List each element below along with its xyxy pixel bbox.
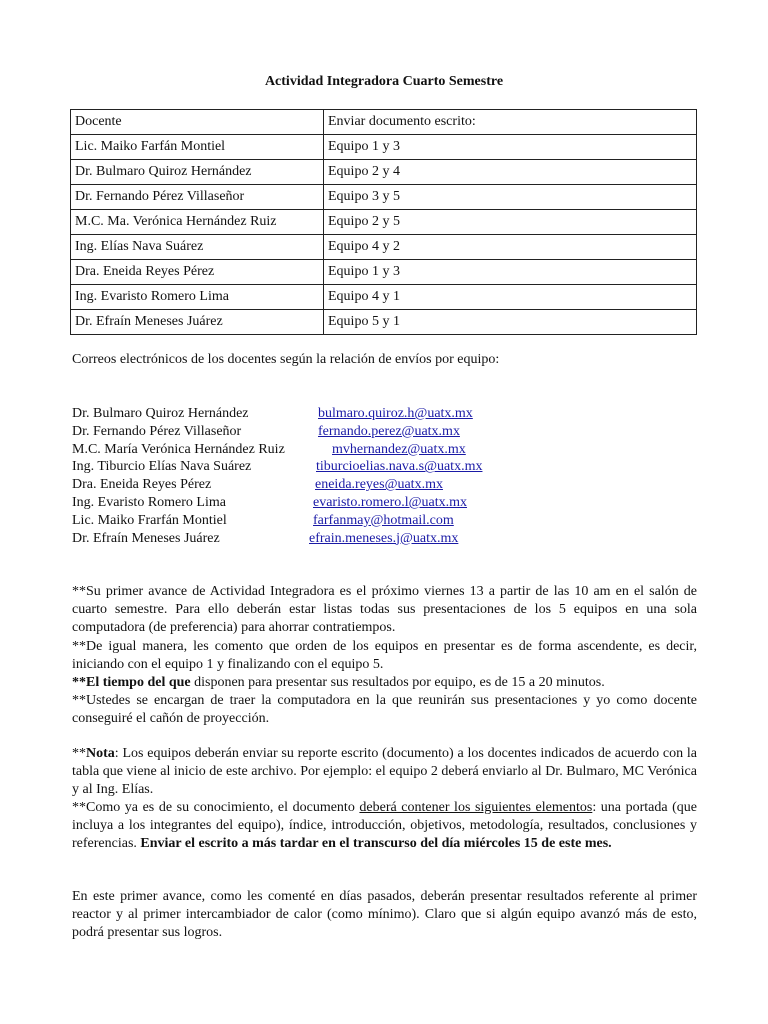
paragraph-text: : una portada (que incluya a los integrantes del equipo), índice, introducción, objetivos, metodología, resultados, conclusiones y referencias. [72, 800, 698, 851]
paragraph-computer [72, 692, 697, 728]
table-cell-equipos: Equipo 1 y 3 [324, 260, 697, 285]
table-row [71, 185, 697, 210]
email-row [72, 442, 692, 460]
email-row [72, 459, 692, 477]
email-link[interactable]: evaristo.romero.l@uatx.mx [313, 494, 468, 510]
table-cell-equipos: Equipo 1 y 3 [324, 135, 697, 160]
paragraph-first-reactor [72, 888, 697, 942]
table-cell-equipos: Equipo 2 y 4 [324, 160, 697, 185]
email-link[interactable]: tiburcioelias.nava.s@uatx.mx [316, 459, 483, 475]
table-row [71, 310, 697, 335]
table-row [71, 160, 697, 185]
table-cell-docente: Dr. Bulmaro Quiroz Hernández [71, 160, 324, 185]
email-row-name: Ing. Tiburcio Elías Nava Suárez [72, 459, 252, 475]
paragraph-text: **Como ya es de su conocimiento, el documento [72, 800, 360, 815]
email-row [72, 477, 692, 495]
table-row [71, 285, 697, 310]
table-header-enviar: Enviar documento escrito: [324, 110, 697, 135]
email-row [72, 495, 692, 513]
email-row-name: Ing. Evaristo Romero Lima [72, 494, 226, 510]
email-row-name: Dr. Fernando Pérez Villaseñor [72, 423, 242, 439]
table-cell-docente: Dr. Fernando Pérez Villaseñor [71, 185, 324, 210]
table-cell-docente: Ing. Elías Nava Suárez [71, 235, 324, 260]
paragraph-text: : Los equipos deberán enviar su reporte escrito (documento) a los docentes indicados de acuerdo con la tabla que viene al inicio de este archivo. Por ejemplo: el equipo 2 deberá enviarlo al Dr. Bulmaro, MC Verónica y al Ing. Elías. [72, 746, 697, 797]
table-row [71, 260, 697, 285]
email-row-name: Dr. Bulmaro Quiroz Hernández [72, 406, 249, 421]
table-cell-docente: Dra. Eneida Reyes Pérez [71, 260, 324, 285]
table-row [71, 210, 697, 235]
paragraph-text: En este primer avance, como les comenté en días pasados, deberán presentar resultados referente al primer reactor y al primer intercambiador de calor (como mínimo). Claro que si algún equipo avanzó más de esto, podrá presentar sus logros. [72, 889, 697, 940]
paragraph-text: disponen para presentar sus resultados por equipo, es de 15 a 20 minutos. [190, 675, 605, 690]
bold-text: Enviar el escrito a más tardar en el transcurso del día miércoles 15 de este mes. [140, 836, 612, 851]
email-row [72, 424, 692, 442]
emails-intro: Correos electrónicos de los docentes según la relación de envíos por equipo: [72, 352, 500, 367]
paragraph-time-limit [72, 674, 697, 692]
document-title: Actividad Integradora Cuarto Semestre [264, 74, 504, 89]
email-row [72, 406, 692, 424]
table-cell-equipos: Equipo 4 y 1 [324, 285, 697, 310]
bold-text: **El tiempo del que [72, 675, 191, 690]
email-link[interactable]: eneida.reyes@uatx.mx [315, 477, 443, 493]
email-link[interactable]: fernando.perez@uatx.mx [318, 423, 460, 439]
email-row-name: Dr. Efraín Meneses Juárez [72, 530, 220, 546]
email-list [72, 406, 692, 548]
email-link[interactable]: bulmaro.quiroz.h@uatx.mx [318, 406, 473, 421]
email-link[interactable]: farfanmay@hotmail.com [313, 512, 454, 528]
table-header-docente: Docente [71, 110, 324, 135]
bold-text: Nota [86, 746, 115, 761]
email-row-name: Lic. Maiko Frarfán Montiel [72, 512, 227, 528]
table-cell-docente: Dr. Efraín Meneses Juárez [71, 310, 324, 335]
paragraph-text: **Su primer avance de Actividad Integradora es el próximo viernes 13 a partir de las 10 am en el salón de cuarto semestre. Para ello deberán estar listas todas sus presentaciones de los 5 equipos en una sola computadora (de preferencia) para ahorrar contratiempos. [72, 584, 697, 635]
table-cell-docente: Ing. Evaristo Romero Lima [71, 285, 324, 310]
paragraph-prefix: ** [72, 746, 86, 761]
table-cell-equipos: Equipo 4 y 2 [324, 235, 697, 260]
table-row [71, 235, 697, 260]
email-link[interactable]: efrain.meneses.j@uatx.mx [309, 530, 459, 546]
paragraph-first-advance [72, 583, 697, 637]
underlined-text: deberá contener los siguientes elementos [359, 800, 593, 815]
table-cell-equipos: Equipo 5 y 1 [324, 310, 697, 335]
paragraph-note [72, 745, 697, 799]
paragraph-presentation-order [72, 638, 697, 674]
email-row-name: Dra. Eneida Reyes Pérez [72, 477, 212, 493]
paragraph-text: **Ustedes se encargan de traer la computadora en la que reunirán sus presentaciones y yo como docente conseguiré el cañón de proyección. [72, 693, 697, 726]
paragraph-text: **De igual manera, les comento que orden de los equipos en presentar es de forma ascendente, es decir, iniciando con el equipo 1 y finalizando con el equipo 5. [72, 639, 697, 672]
email-row-name: M.C. María Verónica Hernández Ruiz [72, 441, 285, 457]
table-header-row [71, 110, 697, 135]
table-cell-docente: M.C. Ma. Verónica Hernández Ruiz [71, 210, 324, 235]
email-row [72, 531, 692, 549]
table-cell-docente: Lic. Maiko Farfán Montiel [71, 135, 324, 160]
email-link[interactable]: mvhernandez@uatx.mx [332, 441, 466, 457]
table-cell-equipos: Equipo 3 y 5 [324, 185, 697, 210]
table-cell-equipos: Equipo 2 y 5 [324, 210, 697, 235]
email-row [72, 513, 692, 531]
assignment-table [70, 109, 697, 335]
paragraph-document-elements [72, 799, 697, 853]
table-row [71, 135, 697, 160]
